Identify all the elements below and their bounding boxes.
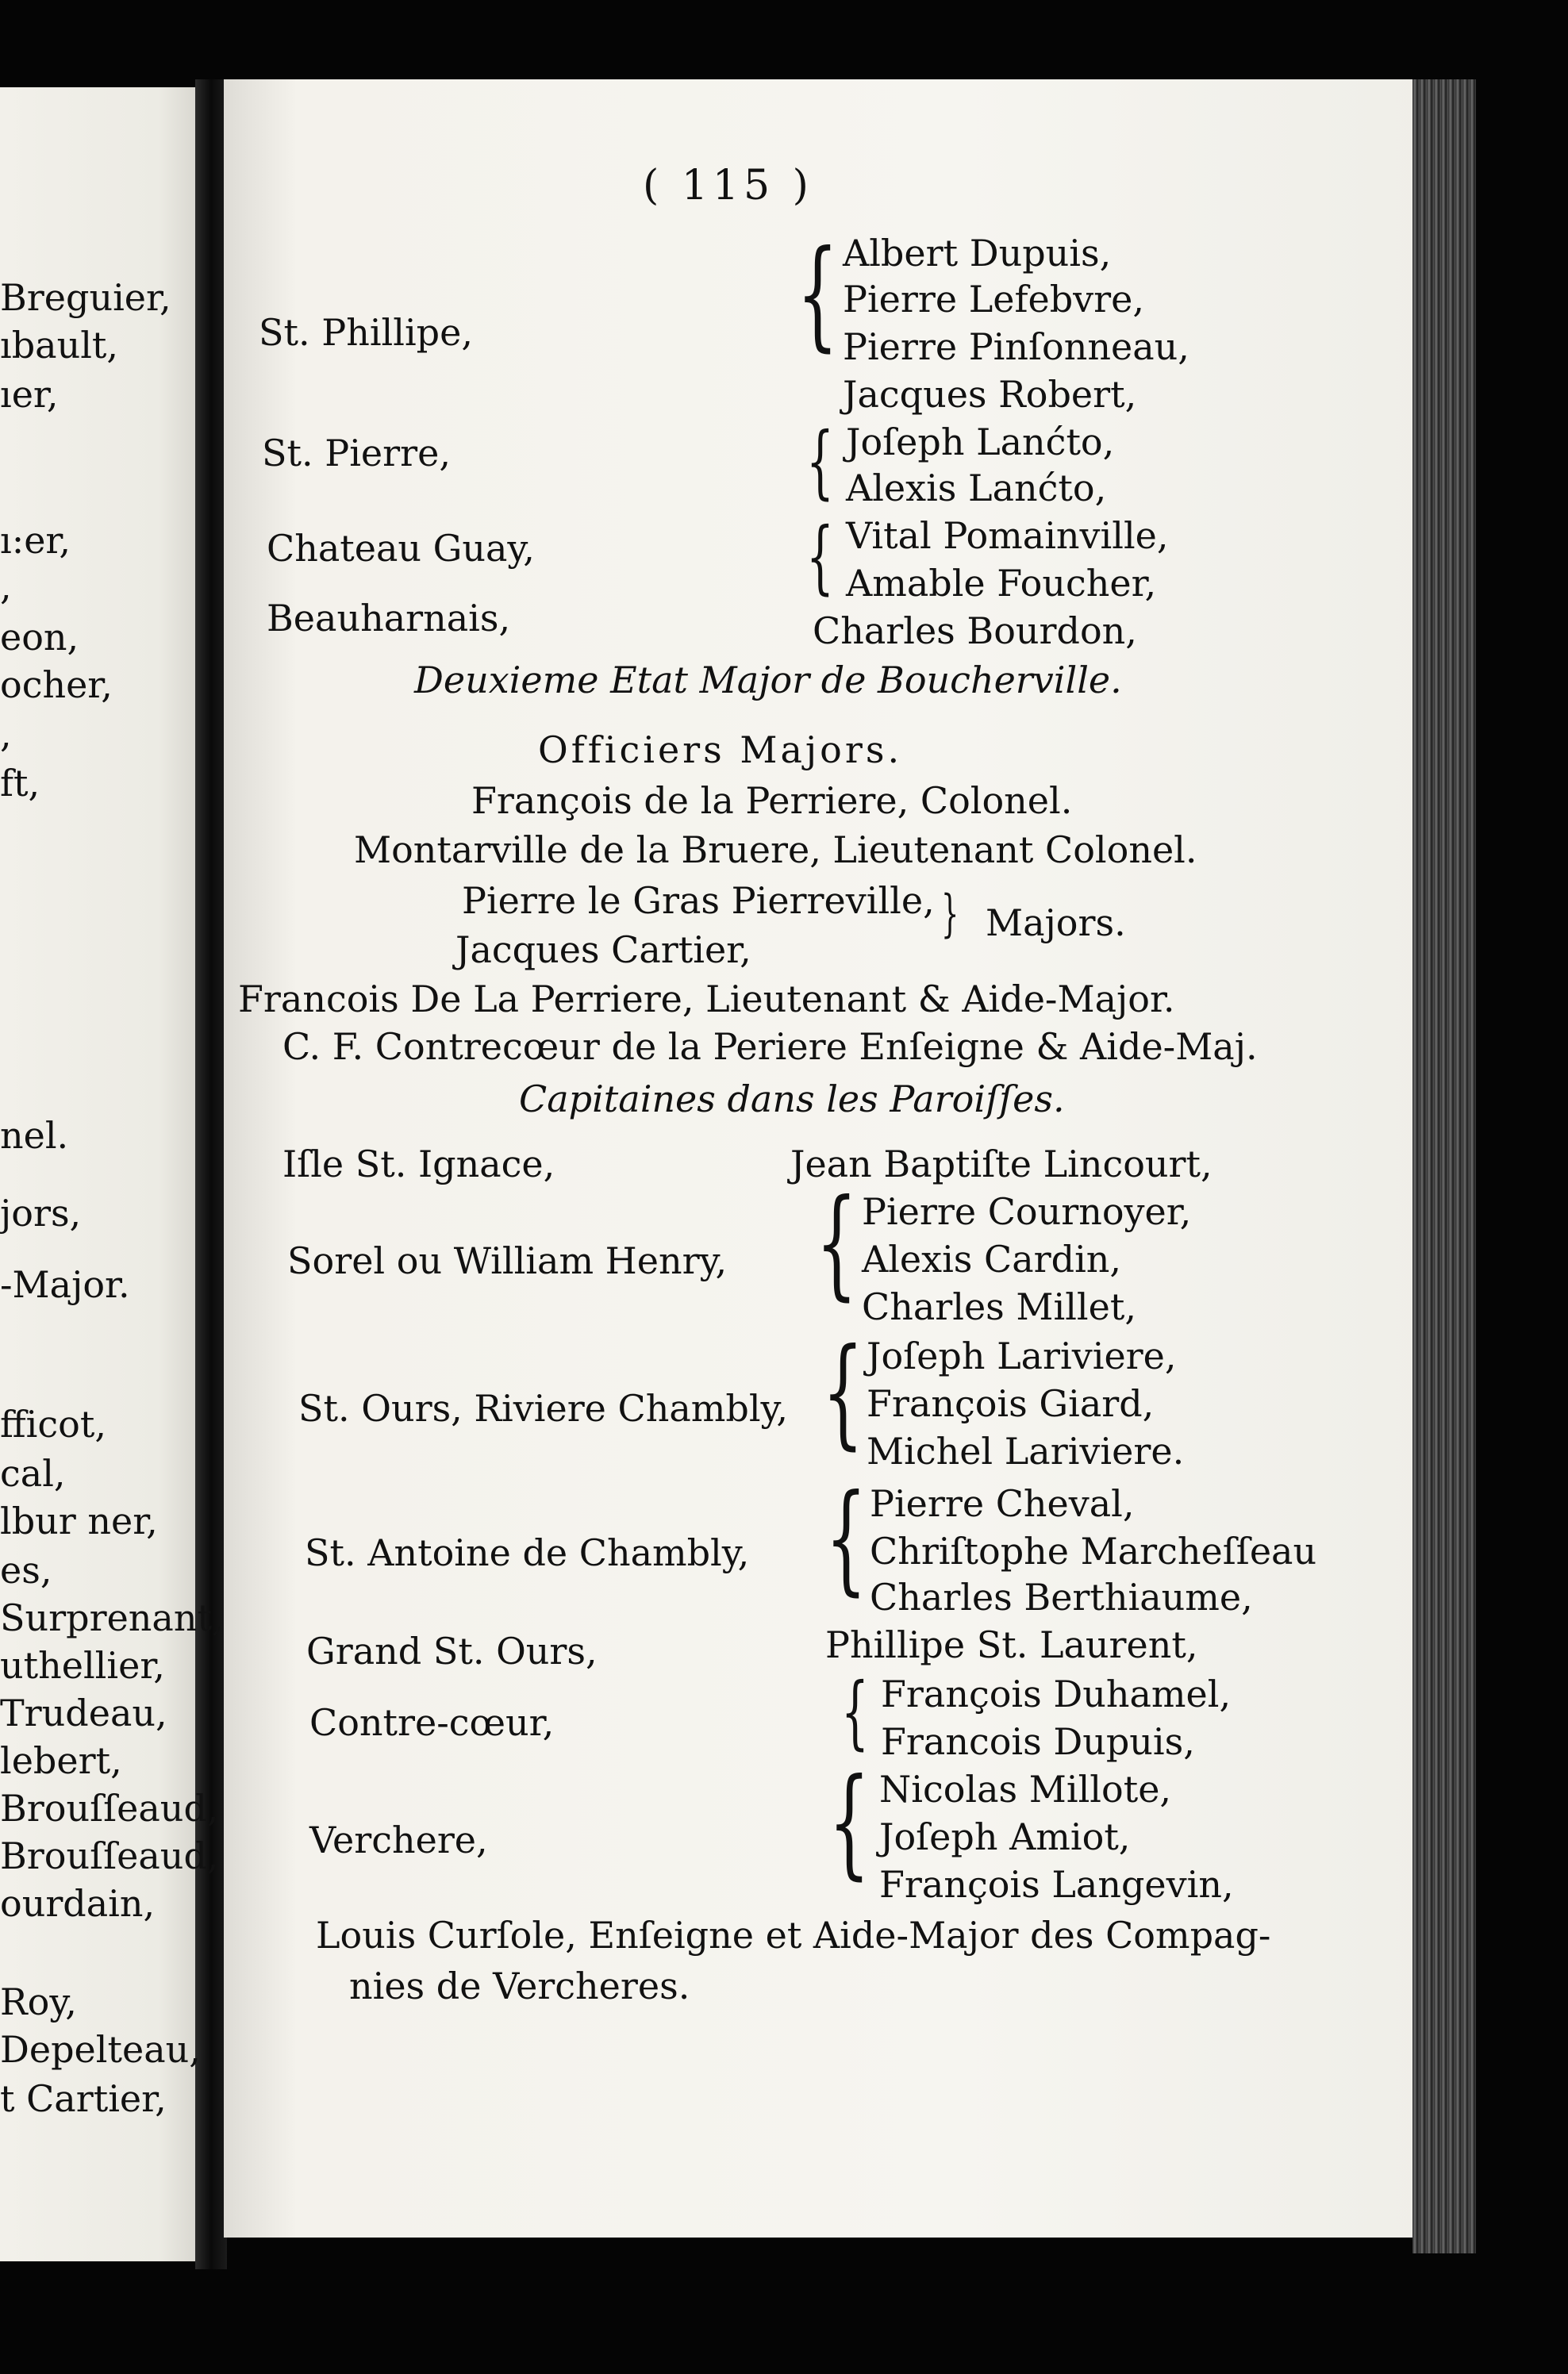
footer-note-line: Louis Curſole, Enſeigne et Aide-Major des Compag- <box>316 1914 1271 1957</box>
officer-name: Alexis Cardin, <box>862 1238 1122 1281</box>
left-fragment: , <box>0 565 12 608</box>
officer-name: Alexis Lanćto, <box>846 467 1107 509</box>
left-fragment: ocher, <box>0 663 113 706</box>
left-fragment: lbur ner, <box>0 1500 158 1542</box>
left-fragment: ourdain, <box>0 1882 156 1925</box>
captains-heading: Capitaines dans les Paroiſſes. <box>519 1078 1065 1120</box>
officer-name: Nicolas Millote, <box>879 1768 1172 1811</box>
brace: { <box>841 1665 869 1758</box>
parish-name: St. Phillipe, <box>259 311 473 354</box>
left-fragment: t Cartier, <box>0 2077 167 2120</box>
left-fragment: Brouſſeaud, <box>0 1834 219 1877</box>
officer-name: Jacques Robert, <box>843 373 1137 416</box>
officers-heading: Officiers Majors. <box>538 728 903 771</box>
parish-name: Beauharnais, <box>267 597 511 640</box>
officer-name: François Langevin, <box>879 1863 1234 1906</box>
left-fragment: Depelteau, <box>0 2028 201 2071</box>
enseigne-line: C. F. Contrecœur de la Periere Enſeigne & Aide-Maj. <box>282 1025 1258 1068</box>
parish-name: Grand St. Ours, <box>306 1630 598 1673</box>
left-fragment: Trudeau, <box>0 1692 167 1734</box>
left-fragment: eon, <box>0 616 79 659</box>
left-fragment: Breguier, <box>0 276 171 319</box>
officer-name: Michel Lariviere. <box>867 1430 1185 1473</box>
left-fragment: Brouſſeaud, <box>0 1787 219 1830</box>
left-fragment: Roy, <box>0 1980 77 2023</box>
footer-note-line: nies de Vercheres. <box>349 1965 690 2007</box>
officer-name: Charles Millet, <box>862 1285 1136 1328</box>
brace: { <box>825 1469 867 1608</box>
parish-name: Sorel ou William Henry, <box>287 1239 728 1282</box>
colonel-line: François de la Perriere, Colonel. <box>471 779 1073 822</box>
officer-name: Jean Baptiſte Lincourt, <box>790 1143 1213 1185</box>
officer-name: Vital Pomainville, <box>846 514 1169 557</box>
major-name: Jacques Cartier, <box>455 928 751 971</box>
parish-name: Contre-cœur, <box>309 1701 555 1744</box>
officer-name: François Duhamel, <box>881 1673 1232 1715</box>
brace: { <box>822 1323 864 1462</box>
officer-name: Amable Foucher, <box>846 562 1157 605</box>
left-fragment: ı:er, <box>0 519 71 562</box>
left-fragment: cal, <box>0 1452 66 1495</box>
aide-major-line: Francois De La Perriere, Lieutenant & Aide-Major. <box>238 978 1175 1020</box>
officer-name: Pierre Lefebvre, <box>843 278 1144 321</box>
book-gutter <box>195 79 227 2269</box>
officer-name: Pierre Cheval, <box>870 1482 1135 1525</box>
left-fragment: lebert, <box>0 1739 122 1782</box>
brace: { <box>828 1754 870 1892</box>
left-fragment: ıer, <box>0 373 59 416</box>
parish-name: St. Ours, Riviere Chambly, <box>298 1387 789 1430</box>
officer-name: Charles Bourdon, <box>813 609 1137 652</box>
parish-name: Chateau Guay, <box>267 527 535 570</box>
majors-label: Majors. <box>986 901 1126 944</box>
officer-name: Chriſtophe Marcheſſeau <box>870 1530 1317 1573</box>
brace: { <box>806 510 834 603</box>
officer-name: Charles Berthiaume, <box>870 1576 1253 1619</box>
officer-name: Pierre Cournoyer, <box>862 1190 1192 1233</box>
left-fragment: jors, <box>0 1192 82 1235</box>
officer-name: Albert Dupuis, <box>843 232 1112 275</box>
left-fragment: uthellier, <box>0 1644 165 1687</box>
officer-name: Pierre Pinſonneau, <box>843 325 1189 368</box>
left-fragment: -Major. <box>0 1263 130 1306</box>
parish-name: Verchere, <box>309 1819 488 1861</box>
left-fragment: nel. <box>0 1114 69 1157</box>
officer-name: Francois Dupuis, <box>881 1720 1195 1763</box>
left-fragment: ft, <box>0 762 40 805</box>
left-fragment: fficot, <box>0 1403 106 1446</box>
brace: { <box>806 415 834 508</box>
section-title: Deuxieme Etat Major de Boucherville. <box>414 659 1122 701</box>
brace: { <box>797 225 839 363</box>
major-name: Pierre le Gras Pierreville, <box>462 879 935 922</box>
lt-colonel-line: Montarville de la Bruere, Lieutenant Colonel. <box>354 828 1197 871</box>
parish-name: St. Pierre, <box>262 432 451 474</box>
parish-name: Iſle St. Ignace, <box>282 1143 555 1185</box>
left-fragment: ıbault, <box>0 324 119 367</box>
page-edge <box>1412 79 1476 2253</box>
left-fragment: Surprenant, <box>0 1596 224 1639</box>
left-fragment: es, <box>0 1549 52 1592</box>
left-fragment: , <box>0 713 12 755</box>
page-number: ( 115 ) <box>643 162 813 209</box>
parish-name: St. Antoine de Chambly, <box>305 1531 750 1574</box>
officer-name: François Giard, <box>867 1382 1155 1425</box>
brace: { <box>816 1174 858 1312</box>
officer-name: Phillipe St. Laurent, <box>825 1623 1198 1666</box>
officer-name: Joſeph Lariviere, <box>867 1335 1177 1377</box>
officer-name: Joſeph Lanćto, <box>846 421 1115 463</box>
brace: } <box>941 885 959 943</box>
officer-name: Joſeph Amiot, <box>879 1815 1131 1858</box>
